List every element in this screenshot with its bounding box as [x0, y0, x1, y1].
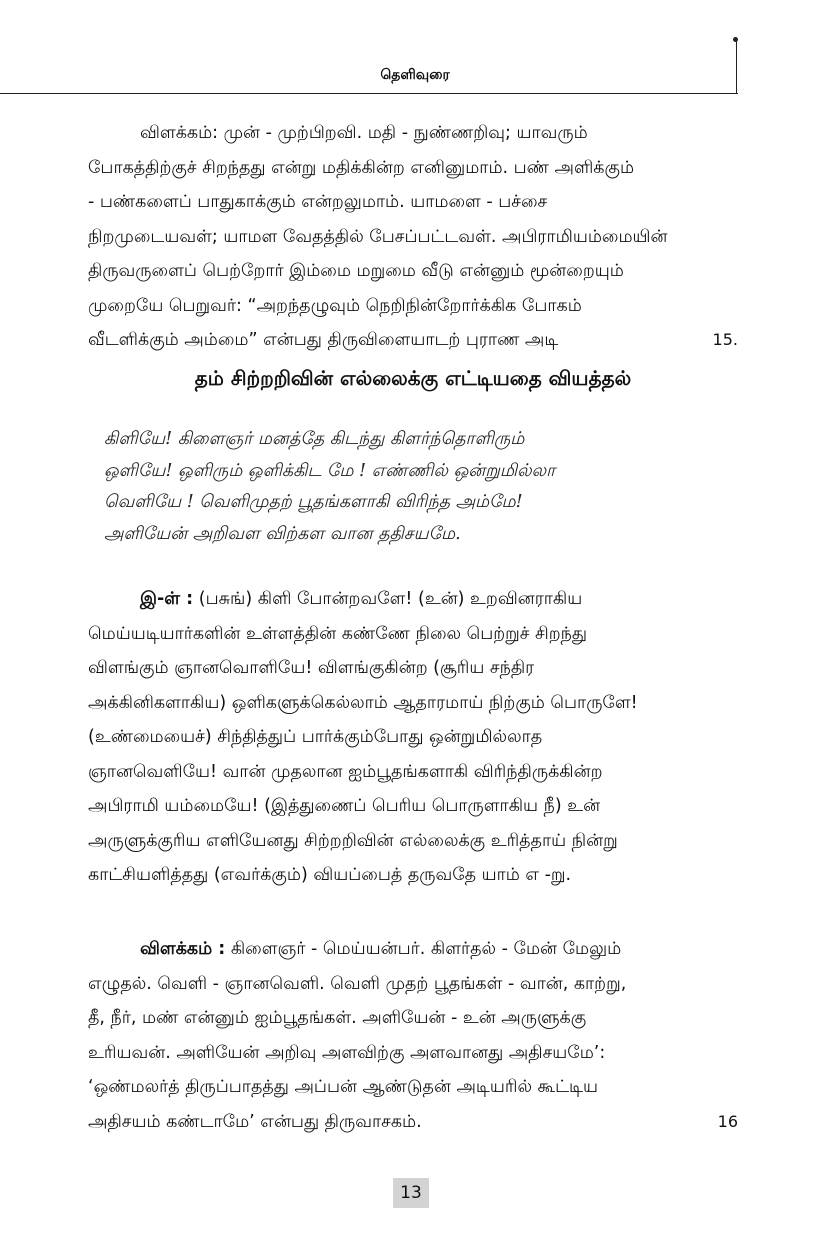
explanation-label: விளக்கம் : — [140, 939, 226, 959]
paragraph-line: விளக்கம்: முன் - முற்பிறவி. மதி - நுண்ணறிவு; யாவரும் — [140, 123, 588, 143]
paragraph-line: நிறமுடையவள்; யாமள வேதத்தில் பேசப்பட்டவள். அபிராமியம்மையின் — [88, 226, 668, 247]
paragraph-line: அபிராமி யம்மையே! (இத்துணைப் பெரிய பொருளாகிய நீ) உன் — [88, 796, 601, 816]
page-number: 13 — [393, 1178, 429, 1208]
running-title: தெளிவுரை — [380, 67, 450, 83]
paragraph-line: காட்சியளித்தது (எவர்க்கும்) வியப்பைத் தருவதே யாம் எ -று. — [88, 865, 572, 885]
header-horizontal-rule — [0, 93, 738, 94]
paragraph-line: மெய்யடியார்களின் உள்ளத்தின் கண்ணே நிலை பெற்றுச் சிறந்து — [88, 623, 588, 644]
meaning-label: இ-ள் : — [140, 589, 194, 609]
verse-line: அளியேன் அறிவள விற்கள வான ததிசயமே. — [104, 523, 461, 544]
paragraph-line: அதிசயம் கண்டாமே’ என்பது திருவாசகம். — [88, 1111, 422, 1132]
paragraph-first-line — [88, 932, 738, 967]
paragraph-line: உரியவன். அளியேன் அறிவு அளவிற்கு அளவானது அதிசயமே’: — [88, 1042, 606, 1063]
paragraph-line: கிளைஞர் - மெய்யன்பர். கிளர்தல் - மேன் மேலும் — [230, 939, 622, 959]
paragraph-line: (உண்மையைச்) சிந்தித்துப் பார்க்கும்போது ஒன்றுமில்லாத — [88, 727, 543, 747]
explanation-paragraph-15 — [88, 116, 738, 358]
verse-number: 16 — [717, 1111, 738, 1131]
section-heading: தம் சிற்றறிவின் எல்லைக்கு எட்டியதை வியத்தல் — [194, 366, 632, 390]
paragraph-line: விளங்கும் ஞானவொளியே! விளங்குகின்ற (சூரிய சந்திர — [88, 658, 535, 678]
explanation-paragraph-16 — [88, 932, 738, 1139]
paragraph-line: - பண்களைப் பாதுகாக்கும் என்றலுமாம். யாமளை - பச்சை — [88, 192, 548, 212]
paragraph-line: ஞானவெளியே! வான் முதலான ஐம்பூதங்களாகி விரிந்திருக்கின்ற — [88, 761, 603, 782]
paragraph-last-row — [88, 323, 738, 358]
paragraph-line: போகத்திற்குச் சிறந்தது என்று மதிக்கின்ற எனினுமாம். பண் அளிக்கும் — [88, 157, 635, 178]
verse-line: கிளியே! கிளைஞர் மனத்தே கிடந்து கிளர்ந்தொளிரும் — [104, 429, 525, 449]
paragraph-line: தீ, நீர், மண் என்னும் ஐம்பூதங்கள். அளியேன் - உன் அருளுக்கு — [88, 1008, 587, 1028]
paragraph-last-row — [88, 1105, 738, 1140]
paragraph-line: எழுதல். வெளி - ஞானவெளி. வெளி முதற் பூதங்கள் - வான், காற்று, — [88, 973, 627, 994]
verse-line: வெளியே ! வெளிமுதற் பூதங்களாகி விரிந்த அம்மே! — [104, 492, 523, 512]
verse-number: 15. — [712, 330, 738, 349]
paragraph-line: அக்கினிகளாகிய) ஒளிகளுக்கெல்லாம் ஆதாரமாய் நிற்கும் பொருளே! — [88, 692, 638, 713]
paragraph-line: முறையே பெறுவர்: “அறந்தழுவும் நெறிநின்றோர்க்கிக போகம் — [88, 295, 582, 316]
paragraph-line: (பசுங்) கிளி போன்றவளே! (உன்) உறவினராகிய — [198, 589, 583, 609]
verse-line: ஒளியே! ஒளிரும் ஒளிக்கிட மே ! எண்ணில் ஒன்றுமில்லா — [104, 460, 556, 481]
paragraph-first-line — [88, 582, 738, 617]
meaning-paragraph — [88, 582, 738, 893]
paragraph-line: அருளுக்குரிய எளியேனது சிற்றறிவின் எல்லைக்கு உரித்தாய் நின்று — [88, 830, 618, 851]
paragraph-line: ‘ஒண்மலர்த் திருப்பாதத்து அப்பன் ஆண்டுதன் அடியரில் கூட்டிய — [88, 1077, 598, 1097]
paragraph-line: திருவருளைப் பெற்றோர் இம்மை மறுமை வீடு என்னும் மூன்றையும் — [88, 261, 624, 281]
header-vertical-rule — [736, 40, 737, 94]
verse-block — [104, 424, 744, 550]
paragraph-line: வீடளிக்கும் அம்மை” என்பது திருவிளையாடற் புராண அடி — [88, 330, 559, 350]
